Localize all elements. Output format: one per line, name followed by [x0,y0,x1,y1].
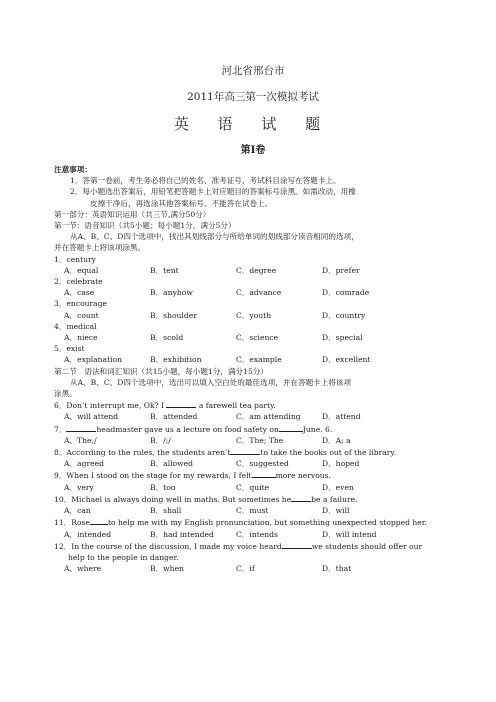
question-5: 5．exist A．explanation B．exhibition C．example D．excellent [54,343,452,365]
option-c: C．if [236,564,255,574]
option-b: B．scold [150,333,184,343]
question-9: 9．When I stood on the stage for my rewards, I felt more nervous. A．very B．too C．quite D．even [54,469,452,492]
option-c: C．degree [236,265,277,275]
option-c: C．quite [236,482,270,492]
notes-title: 注意事项： [54,165,92,174]
note-1: 1．答第一卷前，考生务必将自己的姓名、准考证号、考试科目涂写在答题卡上。 [70,176,341,186]
section2-title: 第二节 语法和词汇知识（共15小题，每小题1分，满分15分） [54,366,268,376]
option-c: C．am attending [236,412,301,422]
option-c: C．The; The [236,435,284,445]
option-a: A．where [64,564,102,574]
option-b: B．exhibition [150,355,202,365]
option-d: D．comrade [322,288,370,298]
option-b: B．tent [150,265,179,275]
answer-blank [279,423,303,432]
option-a: A．count [64,310,99,320]
option-d: D．will intend [322,529,377,539]
question-7: 7． headmaster gave us a lecture on food safety on June. 6. A．The;/ B．/;/ C．The; The D．A; a [54,423,452,446]
answer-blank [90,516,108,525]
question-8: 8．According to the rules, the students aren’t to take the books out of the library. A．agreed B．allowed C．suggested D．hoped [54,446,452,469]
option-d: D．attend [322,412,361,422]
section1-instruction: 从A、B、C、D四个选项中，找出其划线部分与所给单词的划线部分读音相同的选项， [70,232,359,242]
option-d: D．excellent [322,355,371,365]
question-3: 3．encourage A．count B．shoulder C．youth D．country [54,298,452,320]
option-a: A．The;/ [64,435,97,445]
question-2: 2．celebrate A．case B．anyhow C．advance D．comrade [54,276,452,298]
question-12-cont: help to the people in danger. [68,552,179,562]
answer-blank [230,446,260,455]
option-c: C．must [236,506,269,516]
option-c: C．suggested [236,459,289,469]
subject-title: 英 语 试 题 [173,115,333,133]
question-10: 10．Michael is always doing well in maths. But sometimes he be a failure. A．can B．shall C．must D．will [54,493,452,516]
answer-blank [252,469,276,478]
option-b: B．allowed [150,459,193,469]
option-c: C．science [236,333,279,343]
option-a: A．case [64,288,95,298]
answer-blank [66,423,96,432]
option-d: D．country [322,310,366,320]
question-word: celebrate [66,277,103,287]
option-b: B．anyhow [150,288,193,298]
option-a: A．niece [64,333,98,343]
question-word: exist [66,344,85,354]
question-6: 6．Don’t interrupt me, Ok? I a farewell tea party. A．will attend B．attended C．am attending D．attend [54,399,452,422]
region-title: 河北省邢台市 [221,65,285,77]
option-a: A．intended [64,529,112,539]
option-b: B．when [150,564,184,574]
question-11: 11．Rose to help me with my English pronunciation, but something unexpected stopped her. A．intended B．had intended C．intends D．will intend [54,518,427,539]
question-4: 4．medical A．niece B．scold C．science D．special [54,321,452,343]
option-b: B．shall [150,506,182,516]
question-word: encourage [66,299,108,309]
section2-instruction: 从A、B、C、D四个选项中，选出可以填入空白处的最佳选项，并在答题卡上将该项 [70,377,352,387]
option-c: C．example [236,355,282,365]
option-d: D．hoped [322,459,360,469]
option-a: A．very [64,482,94,492]
option-d: D．special [322,333,363,343]
option-d: D．prefer [322,265,360,275]
question-1: 1．century A．equal B．tent C．degree D．prefer [54,254,452,276]
question-word: century [66,254,96,264]
answer-blank [291,493,311,502]
option-d: D．A; a [322,435,351,445]
answer-blank [166,399,196,408]
option-d: D．even [322,482,354,492]
option-b: B．attended [150,412,198,422]
volume-title: 第Ⅰ卷 [240,145,266,156]
option-c: C．advance [236,288,282,298]
question-word: medical [66,321,97,331]
section1-title: 第一节：语音知识（共5小题；每小题1分，满分5分） [54,221,236,231]
option-c: C．intends [236,529,278,539]
question-12: 12．In the course of the discussion, I made my voice heard we students should offer our help to the people in danger. A．where B．when C．if D．that [54,540,452,575]
exam-title: 2011年高三第一次模拟考试 [187,91,319,103]
option-b: B．/;/ [150,435,171,445]
option-a: A．can [64,506,91,516]
option-b: B．had intended [150,529,214,539]
option-d: D．will [322,506,350,516]
section1-instruction-cont: 并在答题卡上将该项涂黑。 [54,243,146,253]
option-a: A．equal [64,265,99,275]
option-a: A．will attend [64,412,119,422]
note-2: 2．每小题选出答案后，用铅笔把答题卡上对应题目的答案标号涂黑。如需改动，用橡 [70,187,356,197]
note-2-cont: 皮擦干净后，再选涂其他答案标号。不能答在试卷上。 [90,198,273,208]
option-d: D．that [322,564,352,574]
option-a: A．agreed [64,459,104,469]
answer-blank [282,540,312,549]
option-c: C．youth [236,310,272,320]
option-b: B．shoulder [150,310,197,320]
option-b: B．too [150,482,176,492]
section2-instruction-cont: 涂黑。 [54,389,77,399]
option-a: A．explanation [64,355,123,365]
part1-title: 第一部分：英语知识运用（共三节,满分50分） [54,209,211,219]
